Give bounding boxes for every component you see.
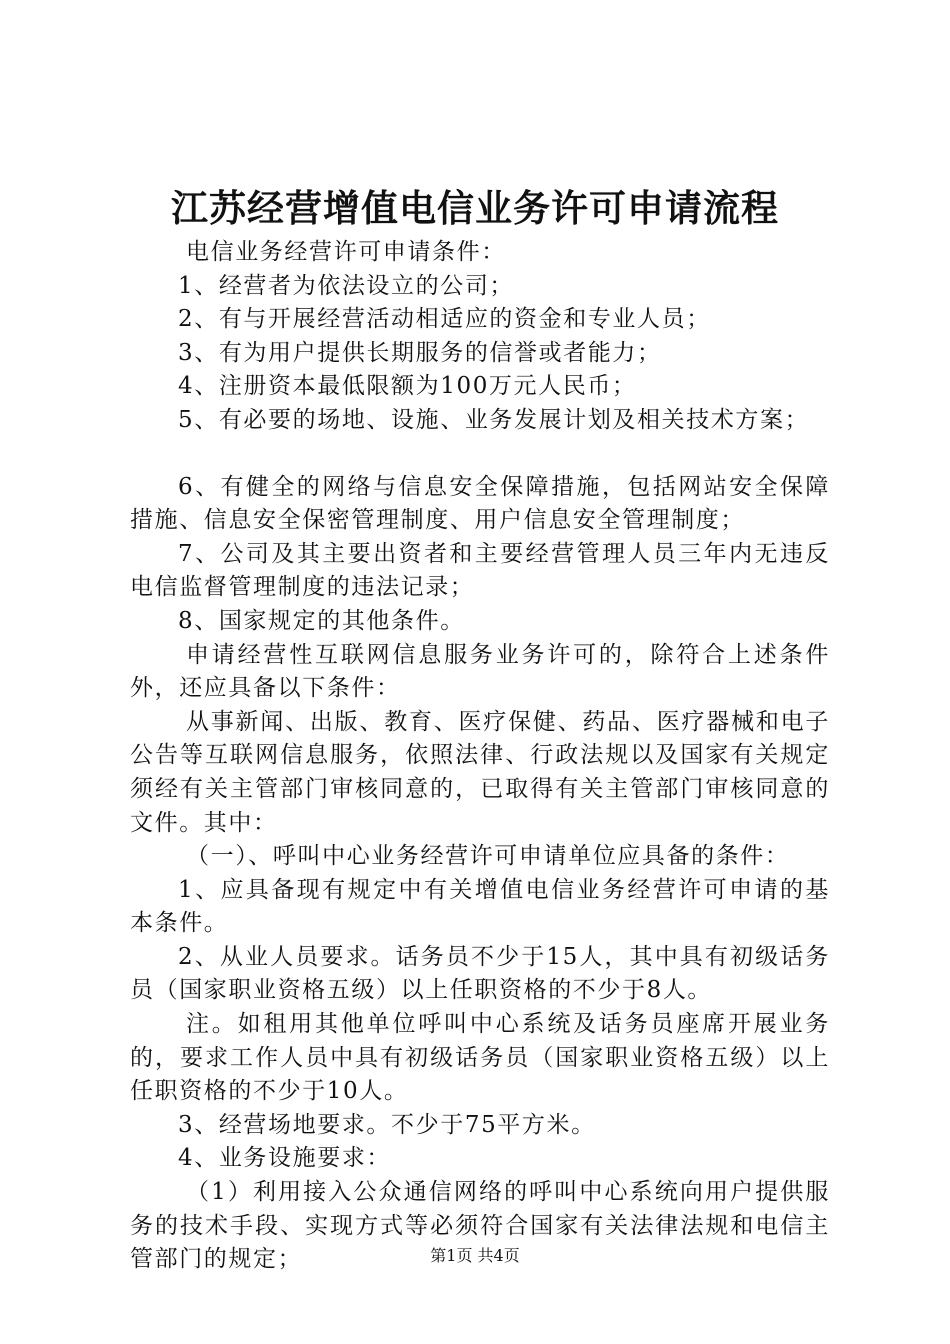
- paragraph-condition-4: 4、注册资本最低限额为100万元人民币；: [178, 373, 637, 400]
- paragraph-condition-5: 5、有必要的场地、设施、业务发展计划及相关技术方案；: [178, 406, 810, 433]
- paragraph-call-center-2: 2、从业人员要求。话务员不少于15人，其中具有初级话务员（国家职业资格五级）以上任职资格的不少于8人。: [130, 943, 830, 1004]
- paragraph-condition-3: 3、有为用户提供长期服务的信誉或者能力；: [178, 339, 662, 366]
- paragraph-call-center-1: 1、应具备现有规定中有关增值电信业务经营许可申请的基本条件。: [130, 876, 830, 937]
- paragraph-internet-license: 申请经营性互联网信息服务业务许可的，除符合上述条件外，还应具备以下条件：: [130, 641, 830, 702]
- paragraph-condition-6: 6、有健全的网络与信息安全保障措施，包括网站安全保障措施、信息安全保密管理制度、用户信息安全管理制度；: [130, 473, 830, 534]
- paragraph-approval-documents: 从事新闻、出版、教育、医疗保健、药品、医疗器械和电子公告等互联网信息服务，依照法律、行政法规以及国家有关规定须经有关主管部门审核同意的，已取得有关主管部门审核同意的文件。其中：: [130, 708, 830, 836]
- paragraph-call-center-4: 4、业务设施要求：: [178, 1145, 392, 1172]
- paragraph-condition-2: 2、有与开展经营活动相适应的资金和专业人员；: [178, 306, 711, 333]
- paragraph-call-center-heading: （一）、呼叫中心业务经营许可申请单位应具备的条件：: [186, 843, 790, 870]
- paragraph-gap: [130, 438, 830, 471]
- paragraph-condition-7: 7、公司及其主要出资者和主要经营管理人员三年内无违反电信监督管理制度的违法记录；: [130, 540, 830, 601]
- page-number-footer: 第1页 共4页: [430, 1246, 520, 1265]
- document-body: [130, 236, 830, 1277]
- paragraph-condition-8: 8、国家规定的其他条件。: [178, 607, 465, 634]
- paragraph-note: 注。如租用其他单位呼叫中心系统及话务员座席开展业务的，要求工作人员中具有初级话务员（国家职业资格五级）以上任职资格的不少于10人。: [130, 1011, 830, 1105]
- document-title: 江苏经营增值电信业务许可申请流程: [171, 186, 779, 230]
- paragraph-conditions-heading: 电信业务经营许可申请条件：: [186, 239, 506, 265]
- paragraph-facility-1: （1）利用接入公众通信网络的呼叫中心系统向用户提供服务的技术手段、实现方式等必须符合国家有关法律法规和电信主管部门的规定；: [130, 1179, 830, 1273]
- paragraph-condition-1: 1、经营者为依法设立的公司；: [178, 272, 515, 299]
- paragraph-call-center-3: 3、经营场地要求。不少于75平方米。: [178, 1111, 596, 1138]
